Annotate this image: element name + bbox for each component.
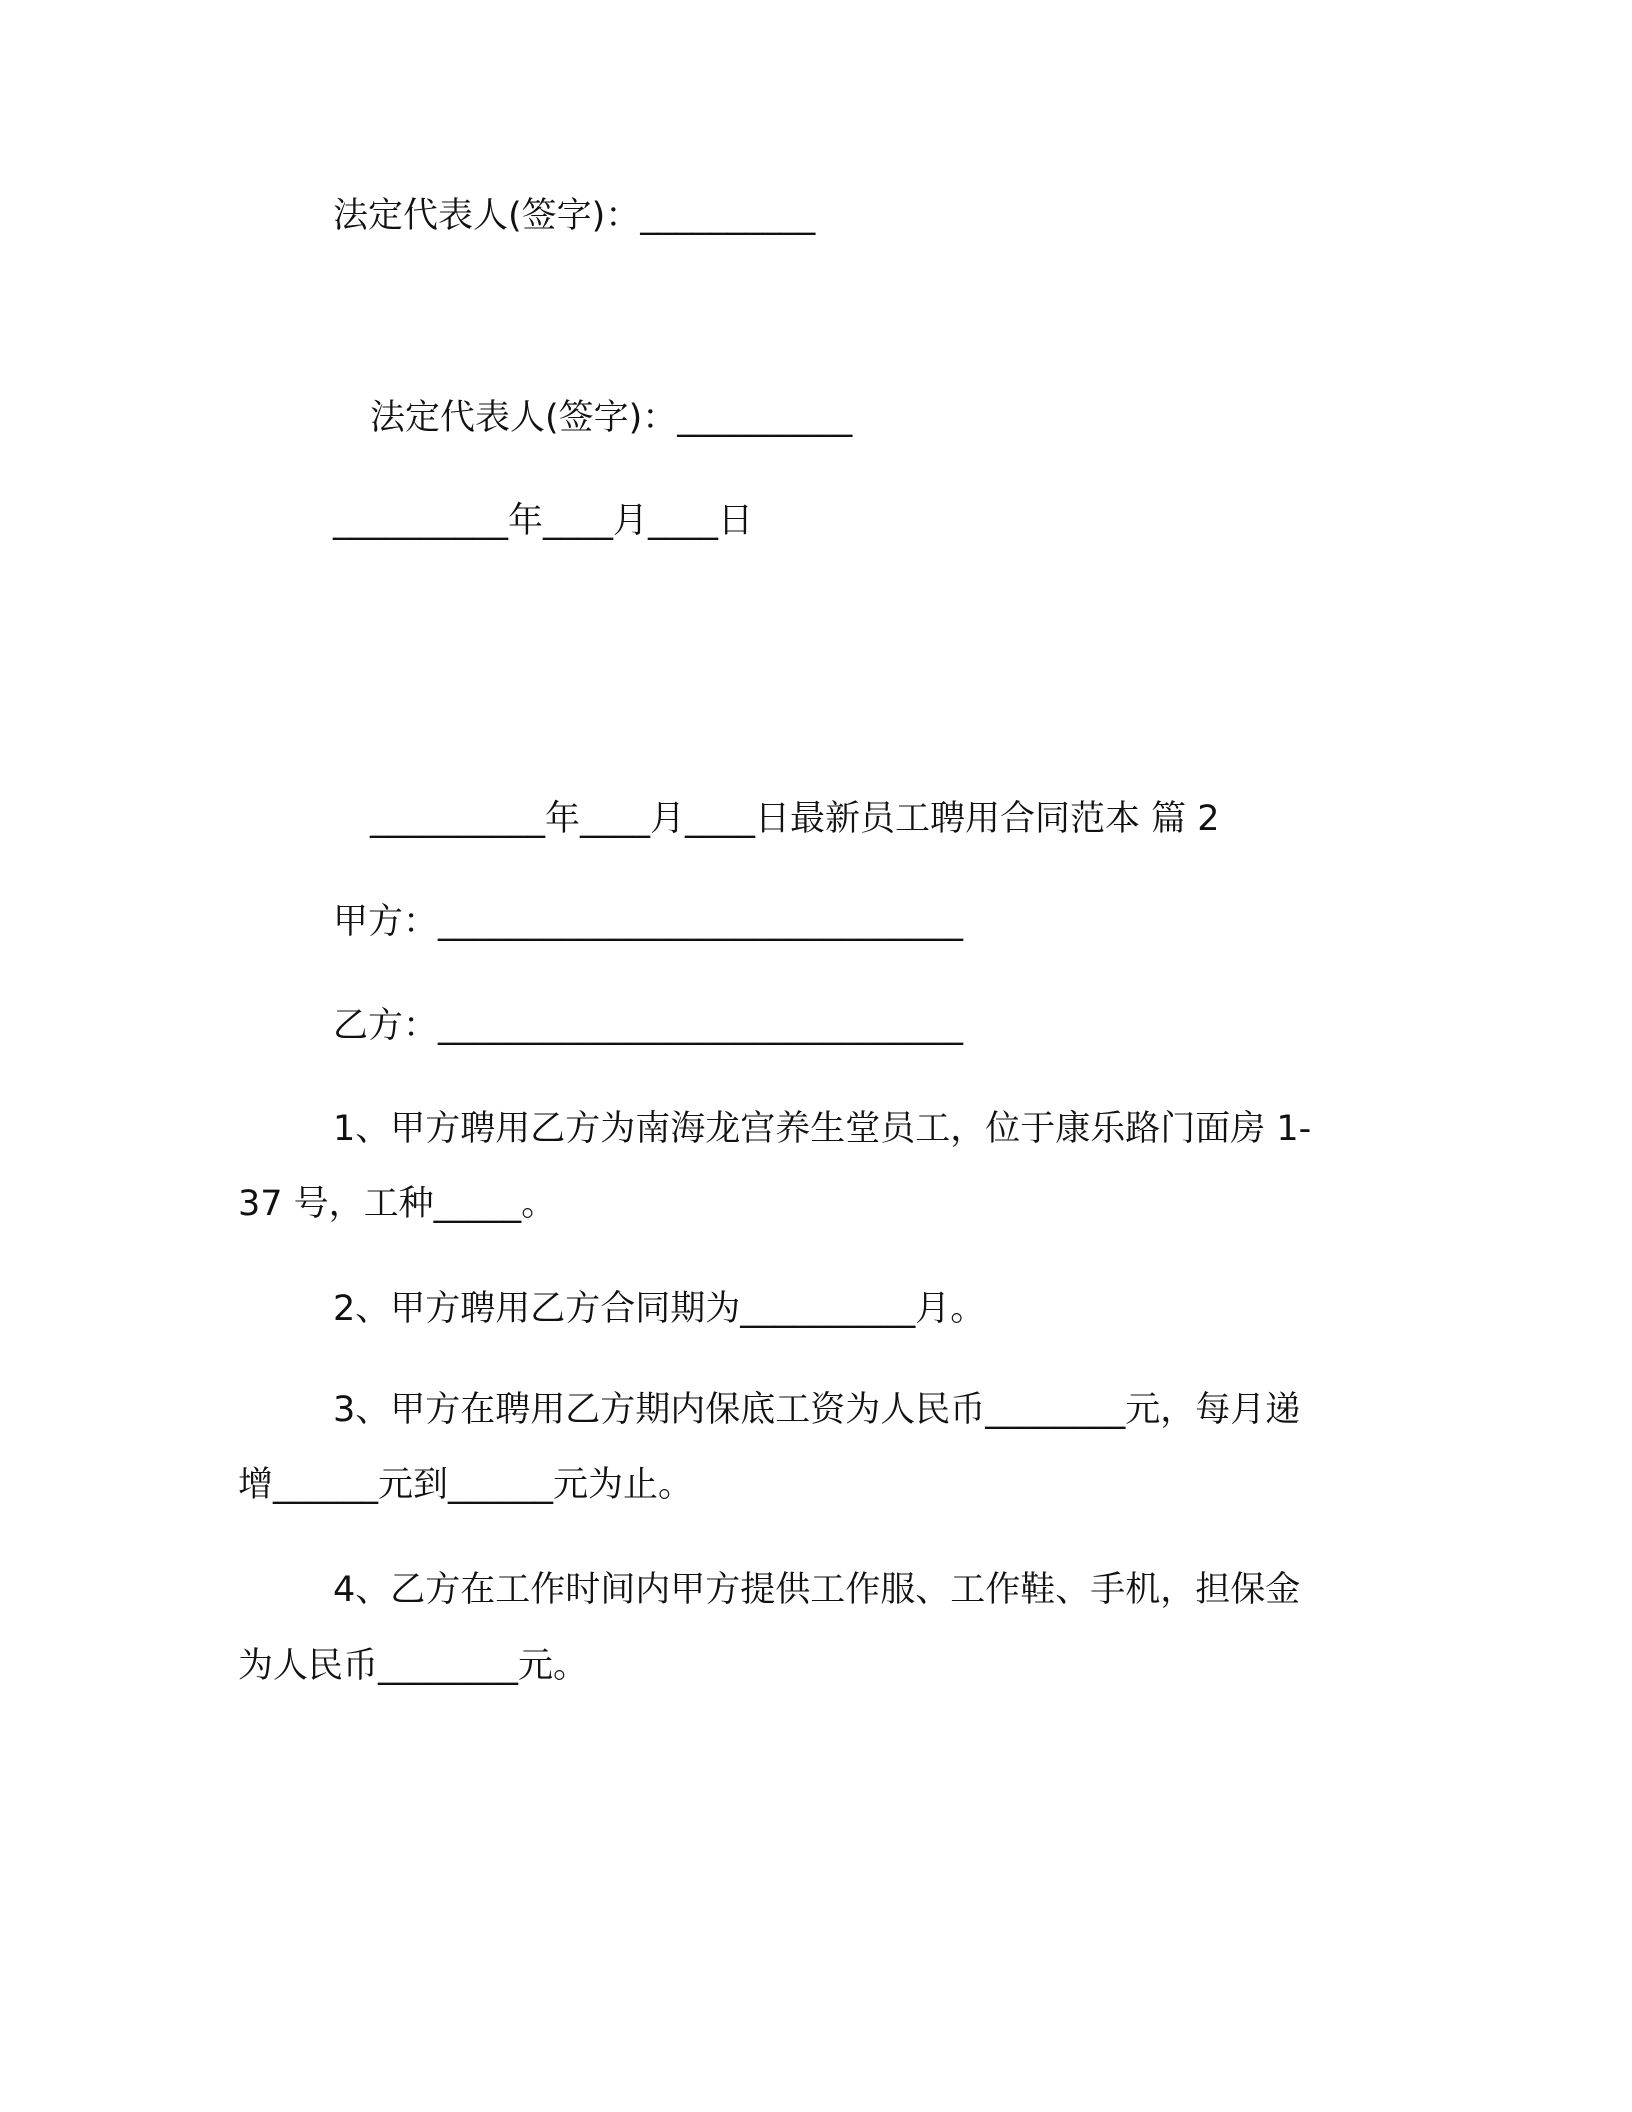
clause-1-line-1: 1、甲方聘用乙方为南海龙宫养生堂员工，位于康乐路门面房 1-: [333, 1109, 1312, 1149]
clause-1-line-2: 37 号，工种_____。: [238, 1184, 557, 1224]
section-title: __________年____月____日最新员工聘用合同范本 篇 2: [370, 799, 1220, 839]
clause-2-line: 2、甲方聘用乙方合同期为__________月。: [333, 1289, 986, 1329]
date-line: __________年____月____日: [333, 501, 754, 541]
clause-4-line-1: 4、乙方在工作时间内甲方提供工作服、工作鞋、手机，担保金: [333, 1570, 1301, 1610]
signature-line-2: 法定代表人(签字)：__________: [370, 398, 853, 438]
party-a-line: 甲方：______________________________: [333, 902, 964, 942]
clause-3-line-2: 增______元到______元为止。: [238, 1465, 694, 1505]
signature-line-1: 法定代表人(签字)：__________: [333, 196, 816, 236]
clause-4-line-2: 为人民币________元。: [238, 1646, 589, 1686]
party-b-line: 乙方：______________________________: [333, 1006, 964, 1046]
clause-3-line-1: 3、甲方在聘用乙方期内保底工资为人民币________元，每月递: [333, 1390, 1301, 1430]
